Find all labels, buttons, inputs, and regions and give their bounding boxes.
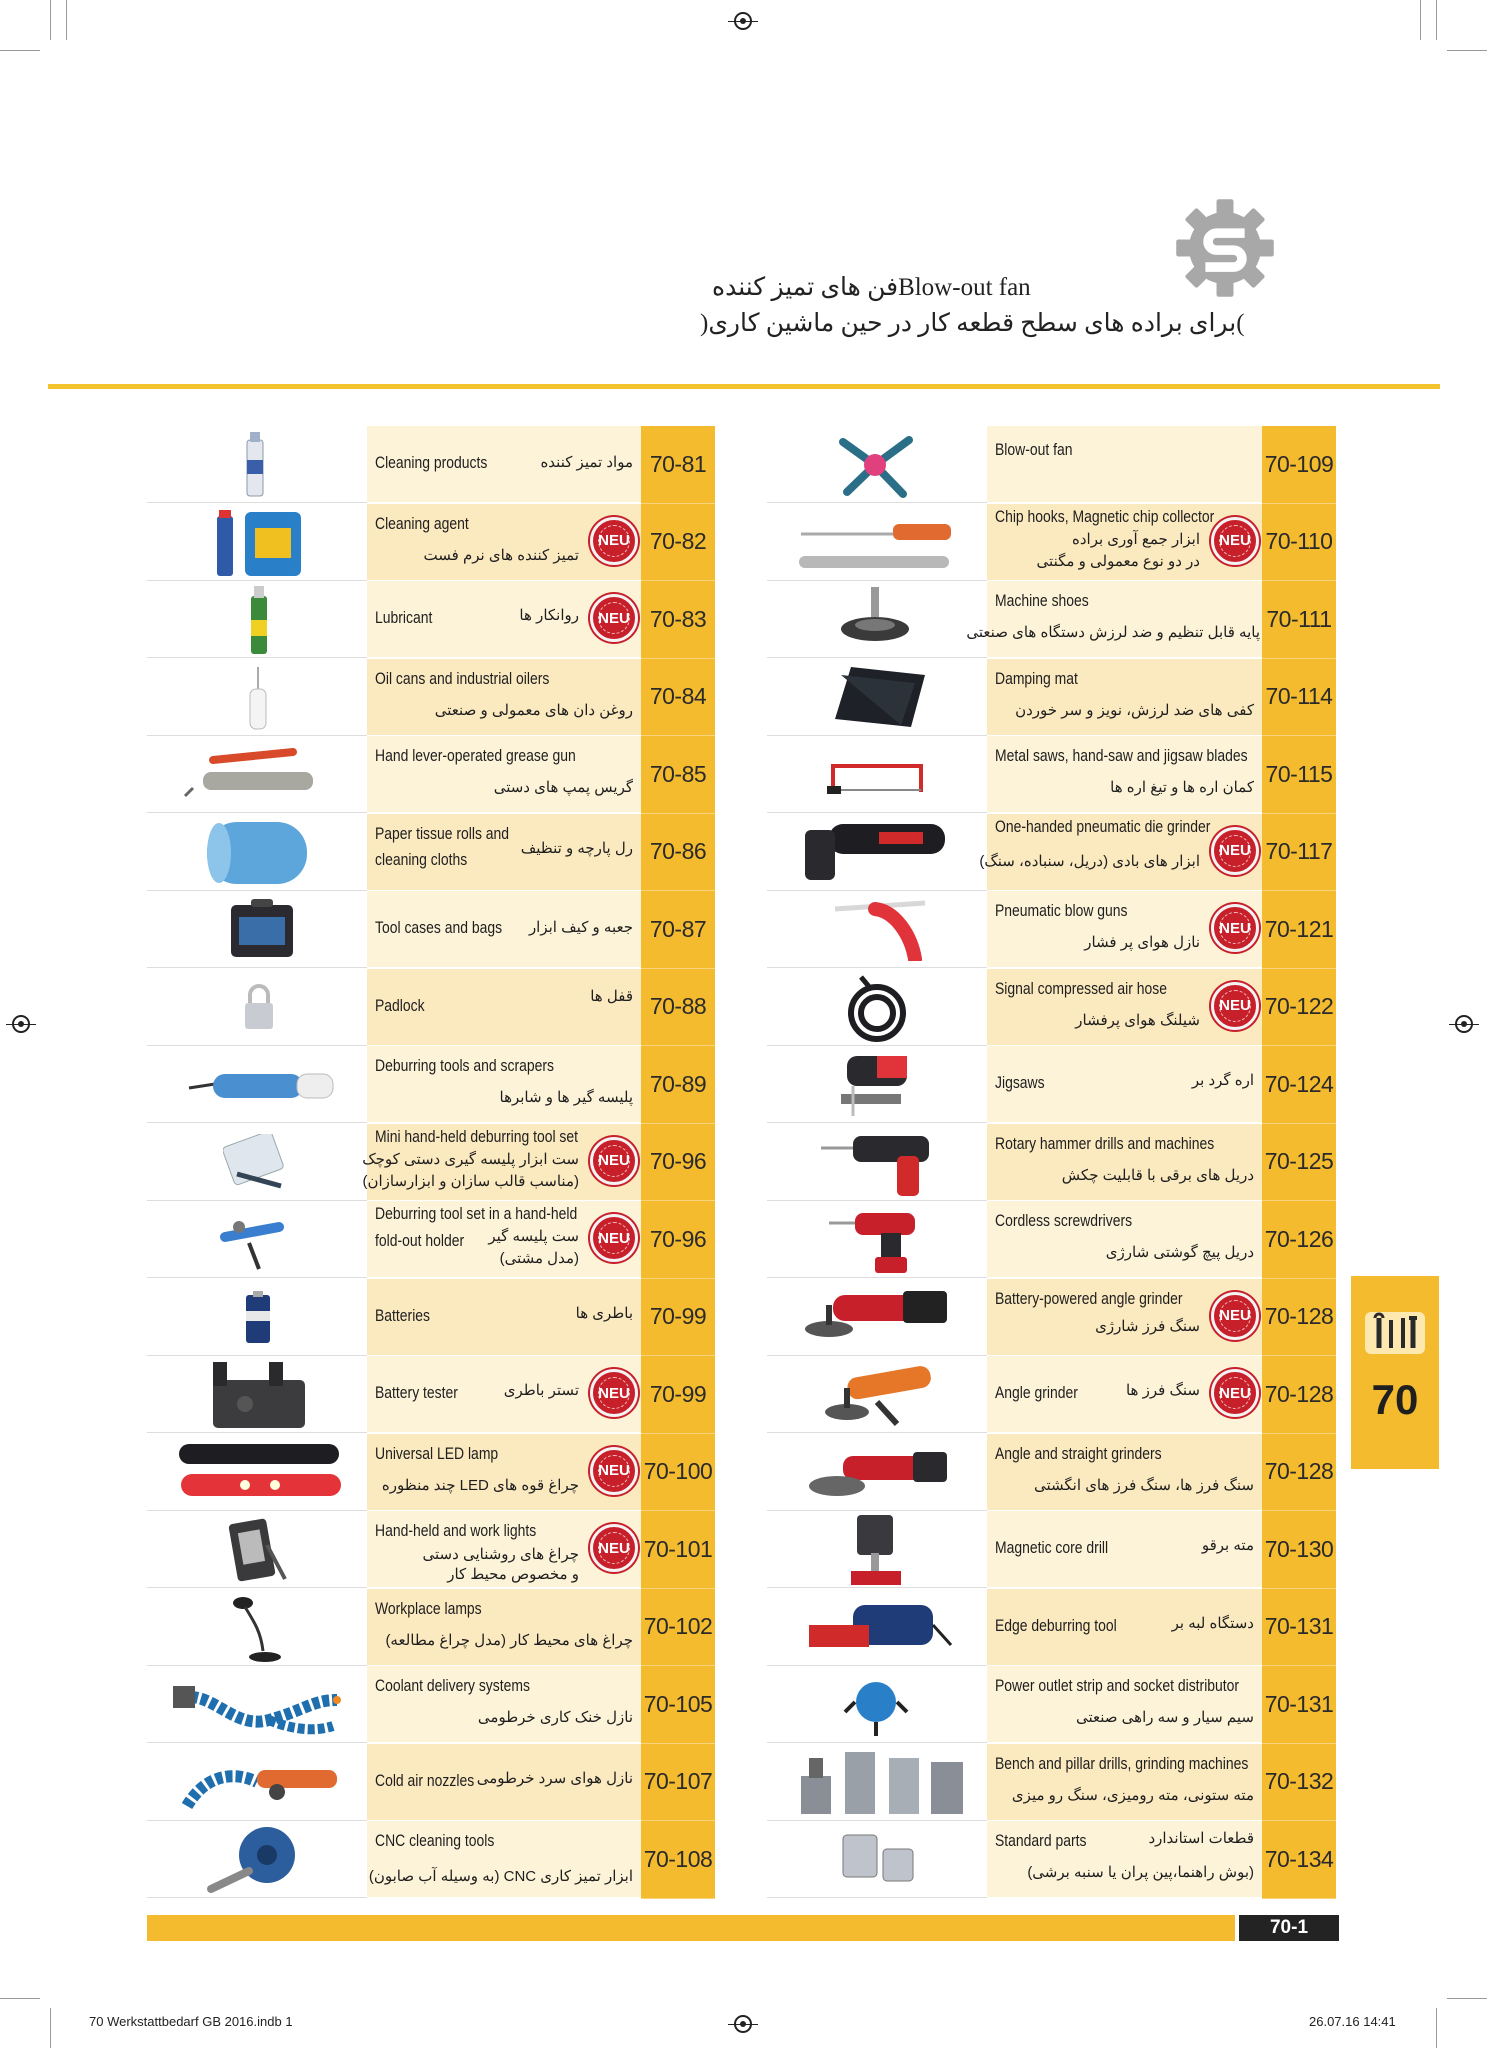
crop-mark: [50, 0, 51, 40]
item-name-fa: ست پلیسه گیر: [488, 1228, 579, 1245]
item-name-en: Workplace lamps: [375, 1598, 482, 1618]
item-name-en: Edge deburring tool: [995, 1615, 1117, 1635]
item-name-en: Cold air nozzles: [375, 1770, 475, 1790]
item-name-fa: سنگ فرز ها: [1125, 1382, 1200, 1399]
product-image: [147, 504, 367, 581]
new-badge: NEU: [590, 1214, 638, 1262]
item-name-fa: گریس پمپ های دستی: [493, 779, 633, 796]
product-image: [147, 891, 367, 968]
tools-icon: [1363, 1308, 1427, 1358]
item-name-fa: سنگ فرز شارژی: [1095, 1317, 1200, 1335]
item-page-ref[interactable]: 70-134: [1262, 1821, 1336, 1899]
product-image: [147, 1821, 367, 1898]
product-image: [147, 736, 367, 813]
new-badge: NEU: [1211, 982, 1259, 1030]
item-page-ref[interactable]: 70-99: [641, 1279, 715, 1357]
product-image: [147, 969, 367, 1046]
item-name-fa: قفل ها: [590, 987, 633, 1005]
product-image: [147, 1046, 367, 1123]
item-name-fa: ابزار تمیز کاری CNC (به وسیله آب صابون): [368, 1868, 633, 1885]
item-name-en: Angle and straight grinders: [995, 1443, 1162, 1463]
product-image: [767, 1201, 987, 1278]
item-name-fa: اره گرد بر: [1191, 1072, 1254, 1089]
item-page-ref[interactable]: 70-84: [641, 659, 715, 737]
product-image: [767, 1046, 987, 1123]
product-image: [147, 1434, 367, 1511]
item-name-en-line2: cleaning cloths: [375, 849, 468, 869]
item-name-en: Machine shoes: [995, 591, 1089, 610]
item-name-fa: ابزار های بادی (دریل، سنباده، سنگ): [979, 852, 1200, 870]
new-badge: NEU: [590, 1369, 638, 1417]
item-name-en: Magnetic core drill: [995, 1538, 1109, 1557]
item-name-fa: دستگاه لبه بر: [1171, 1614, 1254, 1632]
item-name-fa: شیلنگ هوای پرفشار: [1075, 1011, 1200, 1029]
item-name-fa: پلیسه گیر ها و شابرها: [499, 1089, 633, 1106]
item-name-en: Mini hand-held deburring tool set: [375, 1126, 579, 1146]
footer-rule: [147, 1915, 1235, 1941]
item-name-fa: دریل های برقی با قابلیت چکش: [1061, 1166, 1254, 1184]
new-badge: NEU: [1211, 827, 1259, 875]
item-page-ref[interactable]: 70-81: [641, 426, 715, 504]
item-name-fa-line2: و مخصوص محیط کار: [447, 1566, 579, 1583]
item-name-en: Chip hooks, Magnetic chip collector: [995, 506, 1215, 526]
item-name-fa: ست ابزار پلیسه گیری دستی کوچک: [362, 1150, 579, 1168]
product-image: [147, 1201, 367, 1278]
item-name-en: Deburring tools and scrapers: [375, 1056, 554, 1075]
item-name-fa: باطری ها: [575, 1304, 633, 1322]
item-name-en: Jigsaws: [995, 1073, 1045, 1092]
item-name-fa: مته ستونی، مته رومیزی، سنگ رو میزی: [1011, 1786, 1254, 1804]
item-name-en: One-handed pneumatic die grinder: [995, 816, 1211, 836]
registration-mark: [12, 1015, 30, 1033]
gear-logo-icon: [1172, 195, 1278, 301]
page-title-line1: فن های تمیز کنندهBlow-out fan: [712, 274, 1031, 301]
item-page-ref[interactable]: 70-102: [641, 1589, 715, 1667]
product-image: [147, 1511, 367, 1588]
product-image: [767, 1356, 987, 1433]
item-name-fa: جعبه و کیف ابزار: [528, 919, 633, 936]
product-image: [147, 814, 367, 891]
item-page-ref[interactable]: 70-131: [1262, 1666, 1336, 1744]
item-name-en: Padlock: [375, 995, 425, 1015]
item-page-ref[interactable]: 70-132: [1262, 1744, 1336, 1822]
item-page-ref[interactable]: 70-124: [1262, 1046, 1336, 1124]
product-image: [147, 1279, 367, 1356]
item-name-fa: روانکار ها: [519, 607, 579, 624]
item-page-ref[interactable]: 70-96: [641, 1201, 715, 1279]
crop-mark: [50, 2008, 51, 2048]
item-page-ref[interactable]: 70-101: [641, 1511, 715, 1589]
item-page-ref[interactable]: 70-122: [1262, 969, 1336, 1047]
product-image: [767, 1511, 987, 1588]
product-image: [147, 1589, 367, 1666]
product-image: [767, 581, 987, 658]
item-name-fa: نازل هوای سرد خرطومی: [476, 1769, 633, 1787]
item-page-ref[interactable]: 70-117: [1262, 814, 1336, 892]
item-page-ref[interactable]: 70-128: [1262, 1356, 1336, 1434]
product-image: [147, 1744, 367, 1821]
crop-mark: [1436, 2008, 1437, 2048]
new-badge: NEU: [1211, 517, 1259, 565]
product-image: [767, 1589, 987, 1666]
item-page-ref[interactable]: 70-126: [1262, 1201, 1336, 1279]
item-name-en: Tool cases and bags: [375, 918, 503, 937]
item-name-fa: نازل هوای پر فشار: [1084, 934, 1200, 951]
item-page-ref[interactable]: 70-128: [1262, 1434, 1336, 1512]
item-page-ref[interactable]: 70-111: [1262, 581, 1336, 659]
crop-mark: [1436, 0, 1437, 40]
item-name-en: Battery tester: [375, 1383, 458, 1402]
item-page-ref[interactable]: 70-125: [1262, 1124, 1336, 1202]
new-badge: NEU: [590, 594, 638, 642]
item-page-ref[interactable]: 70-128: [1262, 1279, 1336, 1357]
product-image: [147, 1124, 367, 1201]
new-badge: NEU: [1211, 904, 1259, 952]
item-page-ref[interactable]: 70-85: [641, 736, 715, 814]
product-image: [767, 504, 987, 581]
item-page-ref[interactable]: 70-99: [641, 1356, 715, 1434]
item-name-fa: قطعات استاندارد: [1148, 1830, 1254, 1847]
item-name-fa: تمیز کننده های نرم فست: [423, 546, 579, 564]
header-rule: [48, 384, 1440, 389]
item-page-ref[interactable]: 70-130: [1262, 1511, 1336, 1589]
item-page-ref[interactable]: 70-109: [1262, 426, 1336, 504]
item-name-fa-line2: (مدل مشتی): [499, 1250, 579, 1267]
item-name-fa: کمان اره ها و تیغ اره ها: [1110, 779, 1254, 796]
product-image: [767, 969, 987, 1046]
item-name-fa: مته برقو: [1201, 1537, 1254, 1554]
item-page-ref[interactable]: 70-121: [1262, 891, 1336, 969]
item-name-en: CNC cleaning tools: [375, 1831, 495, 1850]
item-page-ref[interactable]: 70-89: [641, 1046, 715, 1124]
crop-mark: [1447, 50, 1487, 51]
item-name-fa: چراغ های روشنایی دستی: [422, 1546, 579, 1563]
product-image: [767, 1666, 987, 1743]
product-image: [767, 426, 987, 503]
crop-mark: [66, 0, 67, 40]
product-image: [767, 736, 987, 813]
item-name-en: Signal compressed air hose: [995, 978, 1168, 998]
new-badge: NEU: [1211, 1369, 1259, 1417]
product-image: [767, 1821, 987, 1898]
crop-mark: [1420, 0, 1421, 40]
item-name-en: Cleaning agent: [375, 513, 469, 533]
item-page-ref[interactable]: 70-96: [641, 1124, 715, 1202]
item-name-en: Battery-powered angle grinder: [995, 1288, 1183, 1308]
item-name-fa: ابزار جمع آوری براده: [1071, 530, 1200, 548]
item-name-en: Damping mat: [995, 668, 1078, 688]
item-name-en: Rotary hammer drills and machines: [995, 1133, 1215, 1153]
item-name-fa: چراغ قوه های LED چند منظوره: [381, 1476, 579, 1494]
item-name-fa: روغن دان های معمولی و صنعتی: [434, 701, 633, 719]
new-badge: NEU: [590, 517, 638, 565]
product-image: [767, 891, 987, 968]
item-page-ref[interactable]: 70-105: [641, 1666, 715, 1744]
item-page-ref[interactable]: 70-87: [641, 891, 715, 969]
item-name-fa: مواد تمیز کننده: [540, 454, 633, 471]
registration-mark: [734, 12, 752, 30]
item-page-ref[interactable]: 70-108: [641, 1821, 715, 1899]
item-name-en: Pneumatic blow guns: [995, 901, 1128, 920]
item-name-en: Lubricant: [375, 608, 433, 627]
new-badge: NEU: [1211, 1292, 1259, 1340]
item-name-fa: چراغ های محیط کار (مدل چراغ مطالعه): [385, 1631, 633, 1649]
item-name-en: Cordless screwdrivers: [995, 1211, 1133, 1230]
item-name-fa: رل پارچه و تنظیف: [520, 839, 633, 857]
item-name-fa: کفی های ضد لرزش، نویز و سر خوردن: [1015, 701, 1254, 719]
item-name-en: Angle grinder: [995, 1383, 1078, 1402]
item-page-ref[interactable]: 70-131: [1262, 1589, 1336, 1667]
product-image: [767, 1279, 987, 1356]
product-image: [147, 1666, 367, 1743]
item-page-ref[interactable]: 70-100: [641, 1434, 715, 1512]
item-name-en: Standard parts: [995, 1831, 1087, 1850]
item-page-ref[interactable]: 70-83: [641, 581, 715, 659]
product-image: [767, 659, 987, 736]
item-name-fa-line2: (مناسب قالب سازان و ابزارسازان): [362, 1172, 579, 1190]
item-name-en: Power outlet strip and socket distributor: [995, 1676, 1240, 1695]
crop-mark: [0, 1998, 40, 1999]
product-image: [767, 1434, 987, 1511]
item-name-en: Blow-out fan: [995, 440, 1073, 459]
item-name-fa: تستر باطری: [503, 1382, 579, 1399]
new-badge: NEU: [590, 1447, 638, 1495]
chapter-tab[interactable]: [1351, 1276, 1439, 1469]
chapter-number: 70: [1371, 1376, 1419, 1423]
crop-mark: [0, 50, 40, 51]
item-page-ref[interactable]: 70-88: [641, 969, 715, 1047]
print-date: 26.07.16 14:41: [1309, 2014, 1396, 2029]
product-image: [147, 1356, 367, 1433]
item-page-ref[interactable]: 70-115: [1262, 736, 1336, 814]
item-page-ref[interactable]: 70-82: [641, 504, 715, 582]
item-name-en: Hand-held and work lights: [375, 1521, 537, 1540]
new-badge: NEU: [590, 1524, 638, 1572]
item-name-fa: دریل پیچ گوشتی شارژی: [1105, 1244, 1254, 1261]
item-name-en: Batteries: [375, 1305, 431, 1325]
product-image: [767, 814, 987, 891]
item-name-fa: سنگ فرز ها، سنگ فرز های انگشتی: [1033, 1476, 1254, 1494]
item-name-en: Hand lever-operated grease gun: [375, 746, 576, 765]
item-name-en: Paper tissue rolls and: [375, 823, 510, 843]
crop-mark: [1447, 1998, 1487, 1999]
item-name-en: Universal LED lamp: [375, 1443, 499, 1463]
registration-mark: [1455, 1015, 1473, 1033]
item-name-en: Oil cans and industrial oilers: [375, 668, 550, 688]
item-name-en: Coolant delivery systems: [375, 1676, 530, 1695]
item-page-ref[interactable]: 70-107: [641, 1744, 715, 1822]
item-name-fa: نازل خنک کاری خرطومی: [477, 1709, 633, 1726]
new-badge: NEU: [590, 1137, 638, 1185]
item-page-ref[interactable]: 70-114: [1262, 659, 1336, 737]
registration-mark: [734, 2015, 752, 2033]
item-name-en: Metal saws, hand-saw and jigsaw blades: [995, 746, 1248, 765]
page-title-line2: )برای براده های سطح قطعه کار در حین ماشین کاری(: [700, 310, 1245, 337]
product-image: [147, 581, 367, 658]
item-name-fa: پایه قابل تنظیم و ضد لرزش دستگاه های صنعتی: [966, 624, 1260, 641]
item-name-en: Cleaning products: [375, 453, 488, 472]
item-page-ref[interactable]: 70-86: [641, 814, 715, 892]
product-image: [147, 426, 367, 503]
page-number: 70-1: [1239, 1915, 1339, 1941]
item-name-fa-line2: در دو نوع معمولی و مگنتی: [1036, 552, 1200, 570]
item-name-fa-line2: (بوش راهنما،پین پران یا سنبه برشی): [1027, 1864, 1254, 1881]
item-name-fa: سیم سیار و سه راهی صنعتی: [1075, 1709, 1254, 1726]
item-name-en: Bench and pillar drills, grinding machines: [995, 1753, 1249, 1773]
print-file-info: 70 Werkstattbedarf GB 2016.indb 1: [89, 2014, 293, 2029]
item-page-ref[interactable]: 70-110: [1262, 504, 1336, 582]
product-image: [767, 1744, 987, 1821]
item-name-en: Deburring tool set in a hand-held: [375, 1204, 578, 1223]
product-image: [147, 659, 367, 736]
product-image: [767, 1124, 987, 1201]
item-name-en-line2: fold-out holder: [375, 1231, 465, 1250]
